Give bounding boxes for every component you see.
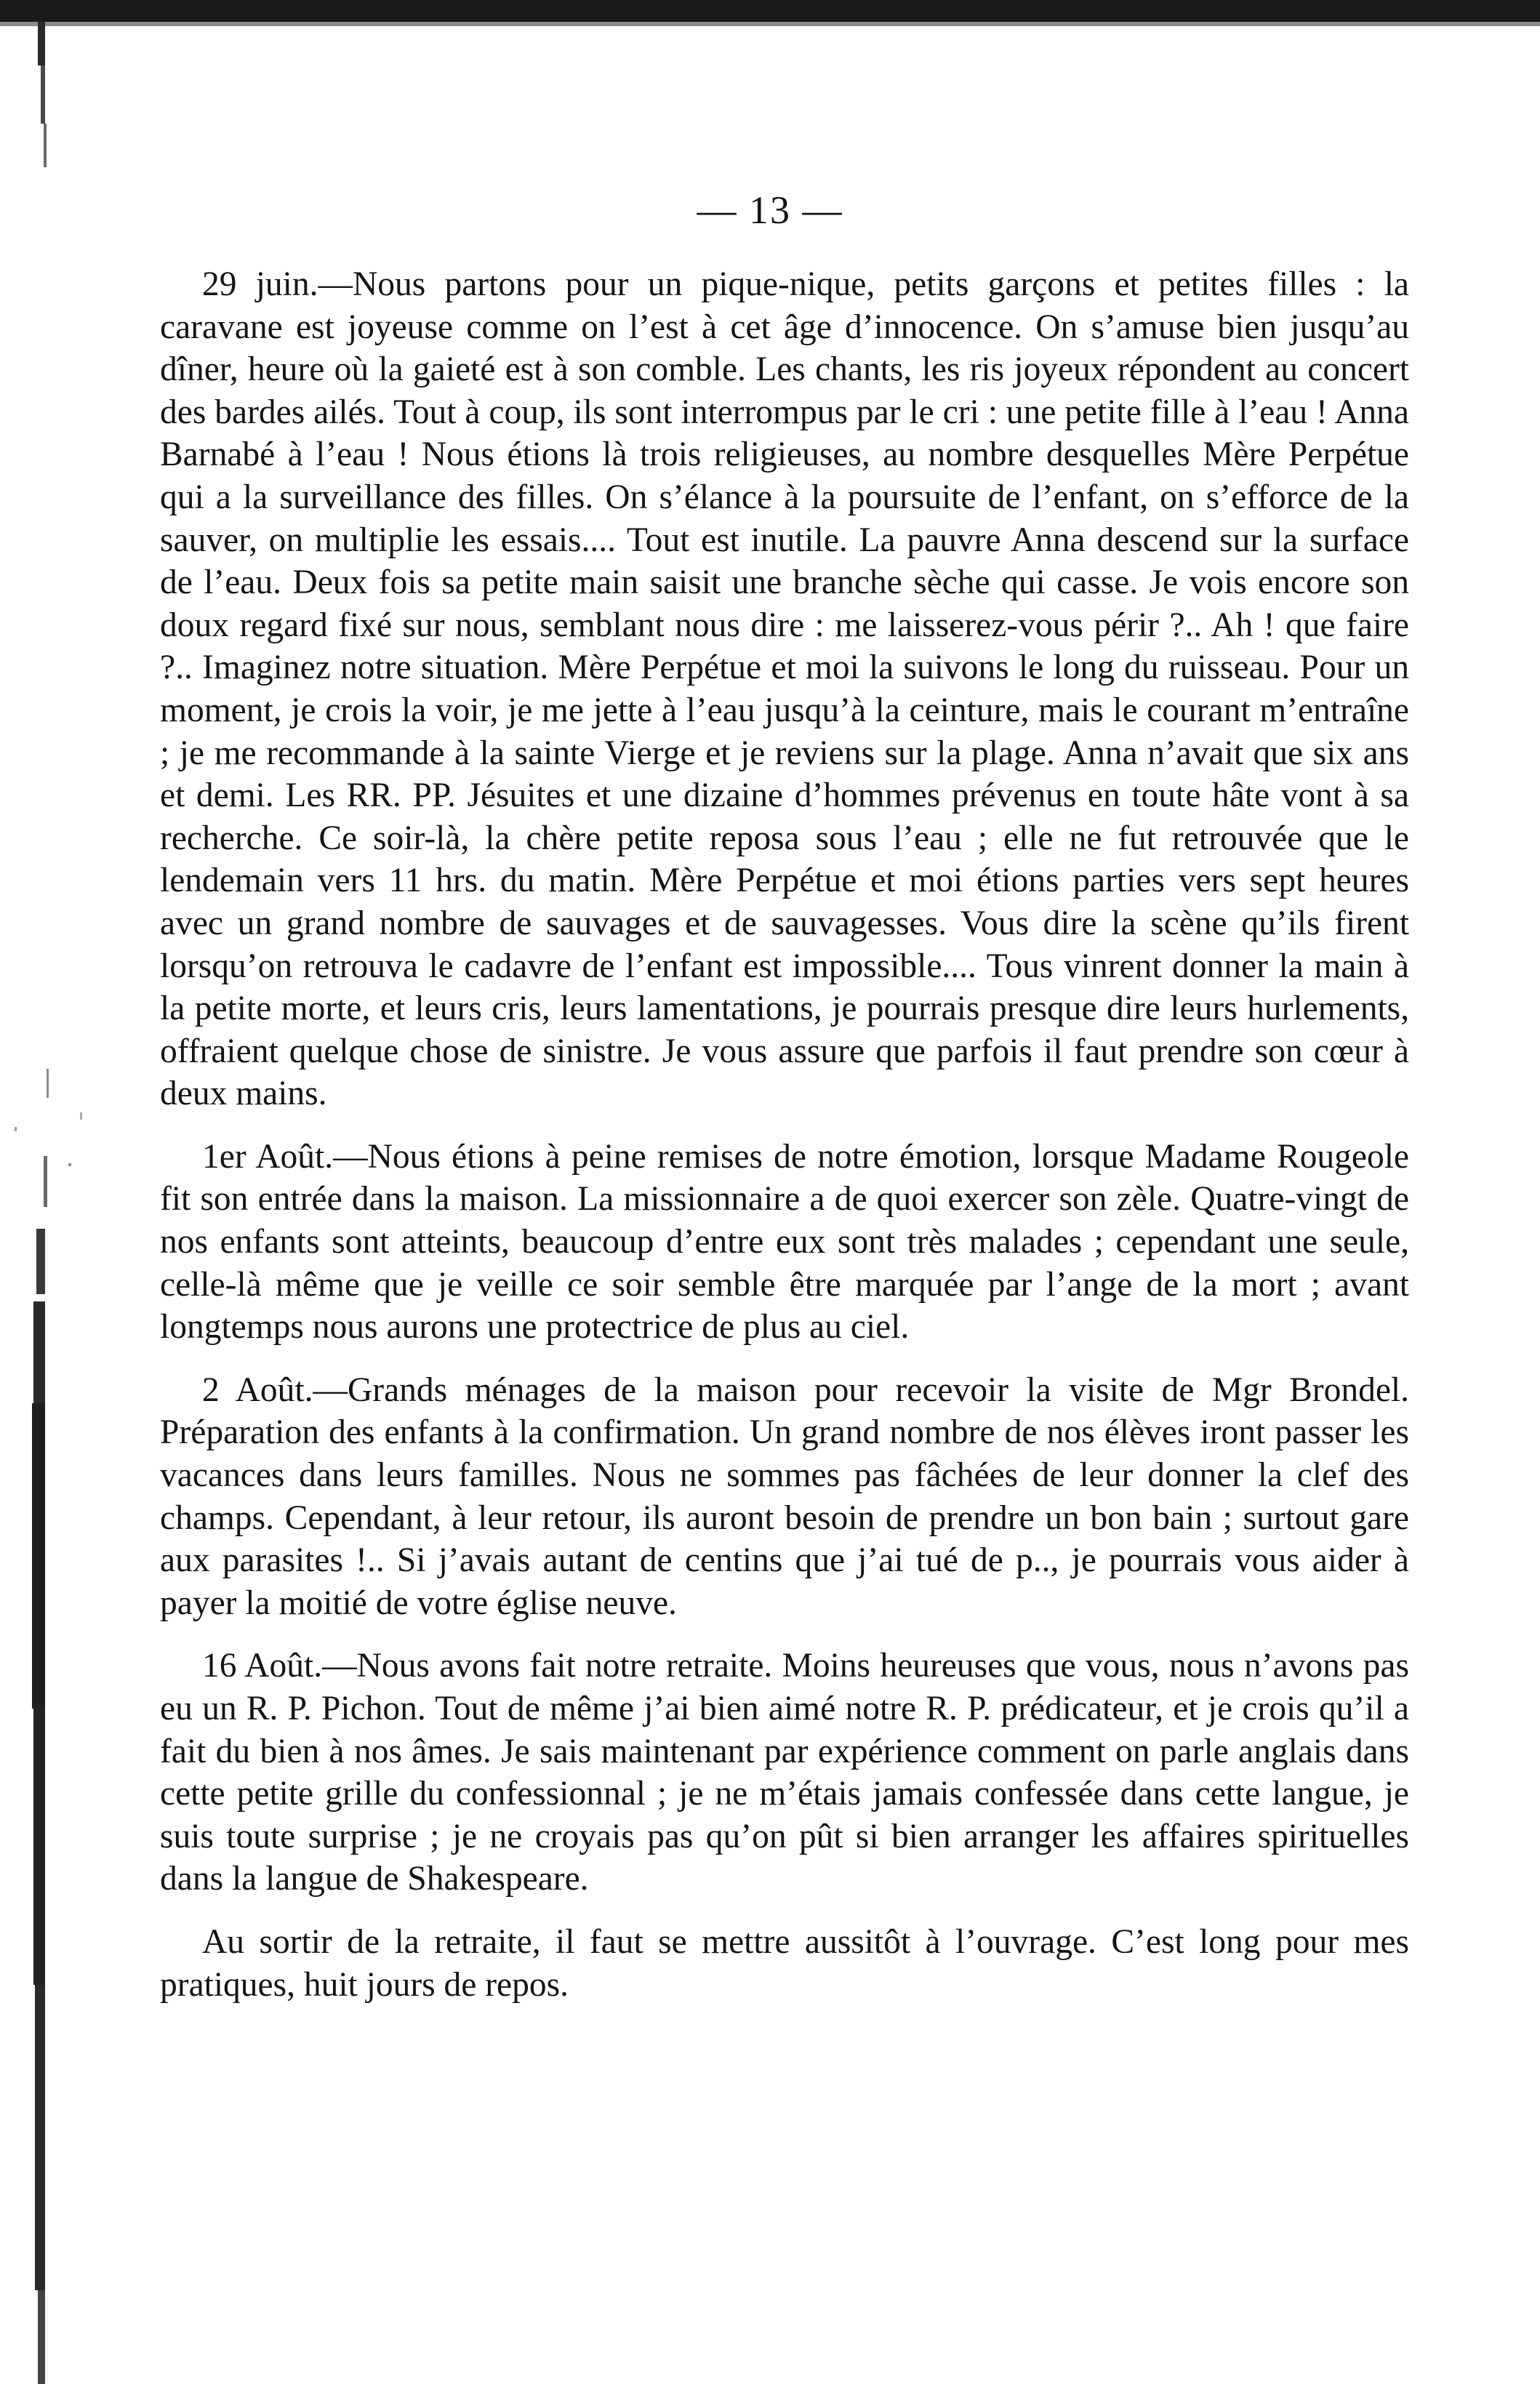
top-scan-border bbox=[0, 0, 1540, 22]
binding-edge-artifact bbox=[0, 22, 109, 2384]
journal-entry: Au sortir de la retraite, il faut se mettre aussitôt à l’ouvrage. C’est long pour mes pratiques, huit jours de repos. bbox=[160, 1922, 1409, 2004]
journal-entry: 1er Août.—Nous étions à peine remises de notre émotion, lorsque Madame Rougeole fit son entrée dans la maison. La missionnaire a de quoi exercer son zèle. Quatre-vingt de nos enfants sont atteints, beaucoup d’entre eux sont très malades ; cependant une seule, celle-là même que je veille ce soir semble être marquée par l’ange de la mort ; avant longtemps nous aurons une protectrice de plus au ciel. bbox=[160, 1137, 1409, 1346]
journal-entry: 29 juin.—Nous partons pour un pique-nique, petits garçons et petites filles : la caravane est joyeuse comme on l’est à cet âge d’innocence. On s’amuse bien jusqu’au dîner, heure où la gaieté est à son comble. Les chants, les ris joyeux répondent au concert des bardes ailés. Tout à coup, ils sont interrompus par le cri : une petite fille à l’eau ! Anna Barnabé à l’eau ! Nous étions là trois religieuses, au nombre desquelles Mère Perpétue qui a la surveillance des filles. On s’élance à la poursuite de l’enfant, on s’efforce de la sauver, on multiplie les essais.... Tout est inutile. La pauvre Anna descend sur la surface de l’eau. Deux fois sa petite main saisit une branche sèche qui casse. Je vois encore son doux regard fixé sur nous, semblant nous dire : me laisserez-vous périr ?.. Ah ! que faire ?.. Imaginez notre situation. Mère Perpétue et moi la suivons le long du ruisseau. Pour un moment, je crois la voir, je me jette à l’eau jusqu’à la ceinture, mais le courant m’entraîne ; je me recommande à la sainte Vierge et je reviens sur la plage. Anna n’avait que six ans et demi. Les RR. PP. Jésuites et une dizaine d’hommes prévenus en toute hâte vont à sa recherche. Ce soir-là, la chère petite reposa sous l’eau ; elle ne fut retrouvée que le lendemain vers 11 hrs. du matin. Mère Perpétue et moi étions parties vers sept heures avec un grand nombre de sauvages et de sauvagesses. Vous dire la scène qu’ils firent lorsqu’on retrouva le cadavre de l’enfant est impossible.... Tous vinrent donner la main à la petite morte, et leurs cris, leurs lamentations, je pourrais presque dire leurs hurlements, offraient quelque chose de sinistre. Je vous assure que parfois il faut prendre son cœur à deux mains. bbox=[160, 265, 1409, 1113]
body-text bbox=[160, 263, 1409, 2006]
journal-entry: 16 Août.—Nous avons fait notre retraite. Moins heureuses que vous, nous n’avons pas eu un R. P. Pichon. Tout de même j’ai bien aimé notre R. P. prédicateur, et je crois qu’il a fait du bien à nos âmes. Je sais maintenant par expérience comment on parle anglais dans cette petite grille du confessionnal ; je ne m’étais jamais confessée dans cette langue, je suis toute surprise ; je ne croyais pas qu’on pût si bien arranger les affaires spirituelles dans la langue de Shakespeare. bbox=[160, 1647, 1409, 1898]
journal-entry: 2 Août.—Grands ménages de la maison pour recevoir la visite de Mgr Brondel. Préparation des enfants à la confirmation. Un grand nombre de nos élèves iront passer les vacances dans leurs familles. Nous ne sommes pas fâchées de leur donner la clef des champs. Cependant, à leur retour, ils auront besoin de prendre un bon bain ; surtout gare aux parasites !.. Si j’avais autant de centins que j’ai tué de p.., je pourrais vous aider à payer la moitié de votre église neuve. bbox=[160, 1370, 1409, 1622]
page-number: — 13 — bbox=[697, 188, 843, 232]
top-scan-shadow bbox=[0, 22, 1540, 26]
